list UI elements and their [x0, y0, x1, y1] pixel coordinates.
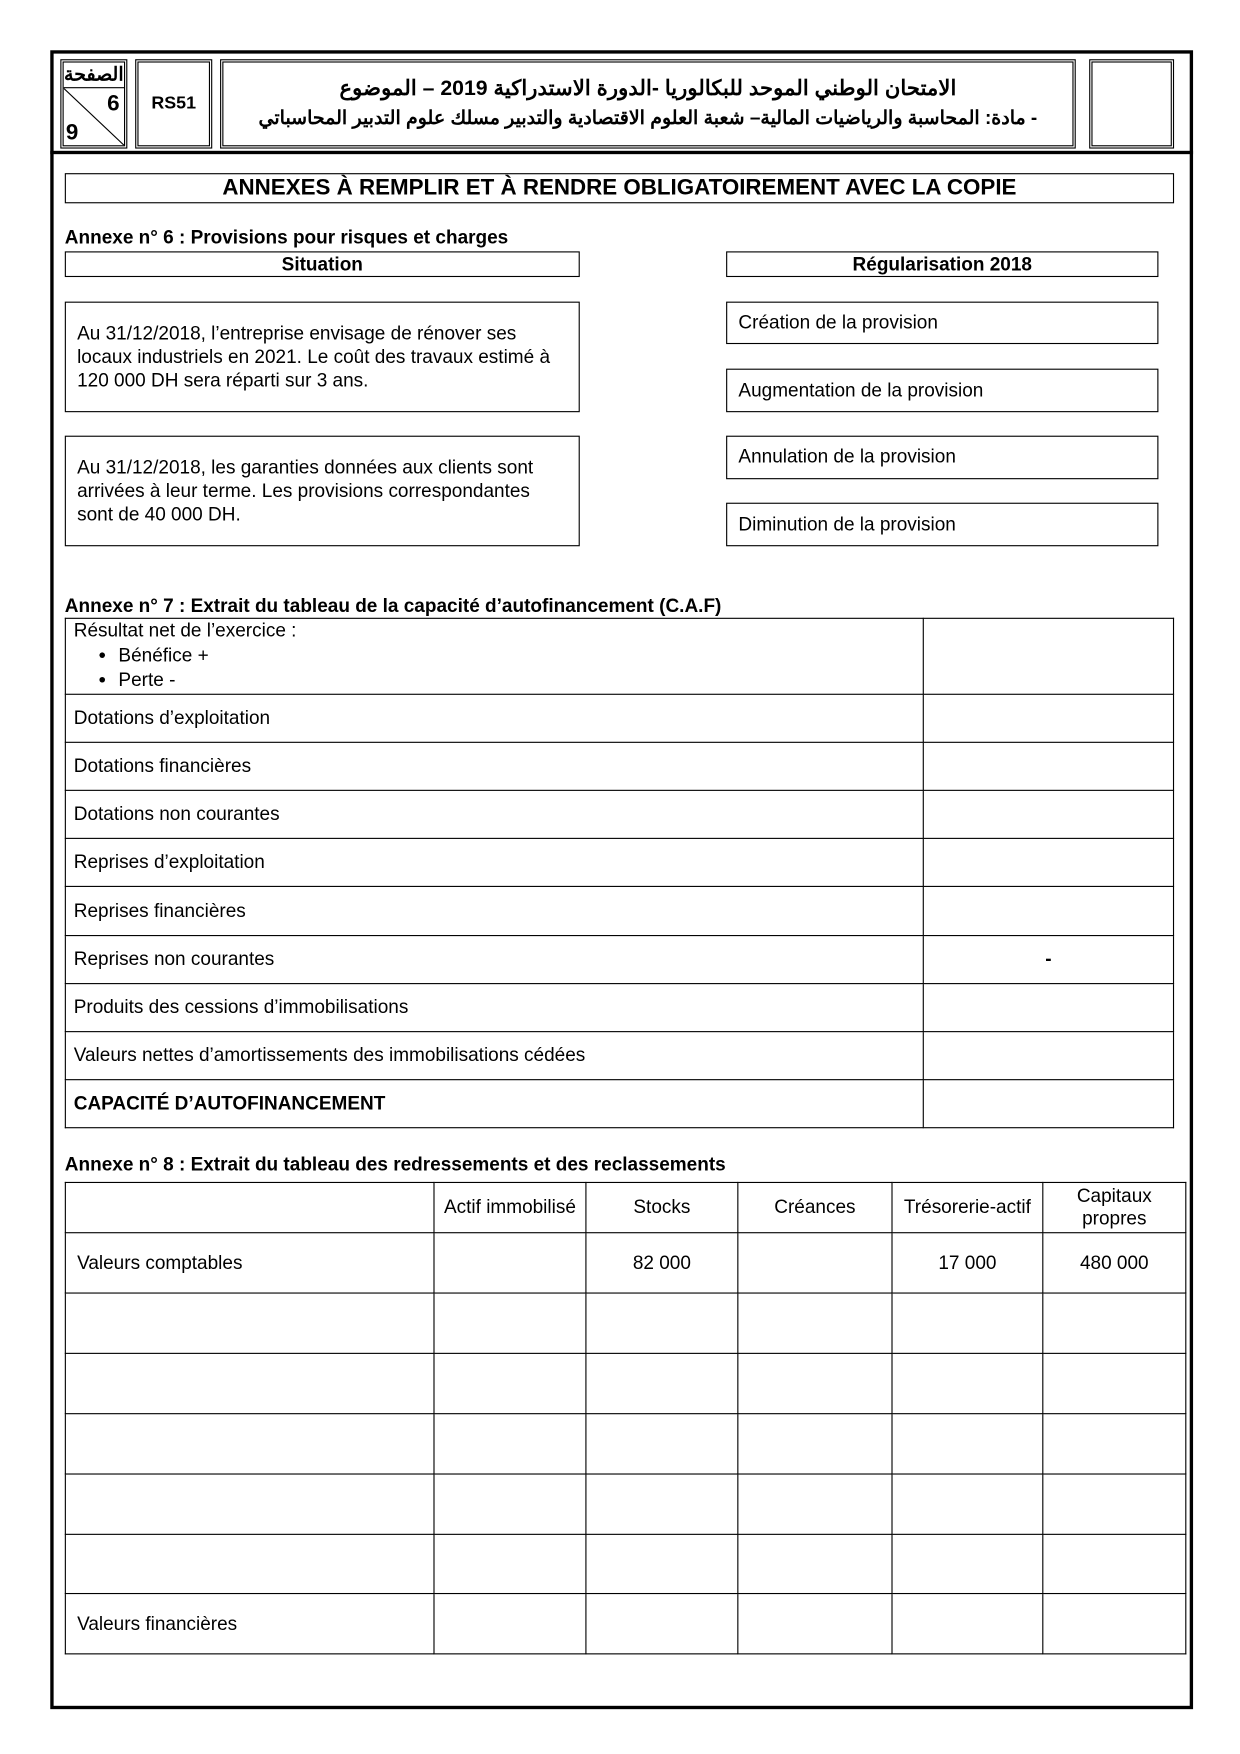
caf-total-cell[interactable] [923, 1080, 1173, 1128]
cell[interactable] [892, 1534, 1043, 1593]
table-row [65, 618, 1173, 694]
table-row [65, 886, 1173, 935]
cell[interactable] [1043, 1594, 1186, 1654]
subject-code: RS51 [135, 59, 212, 148]
row-label: Valeurs comptables [65, 1233, 434, 1293]
header-blank [65, 1182, 434, 1232]
table-row [65, 1080, 1173, 1128]
cell[interactable] [738, 1474, 892, 1534]
table-header-row [65, 1182, 1185, 1232]
exam-title-box [220, 59, 1076, 148]
caf-value-cell[interactable] [923, 618, 1173, 694]
page-total: 9 [65, 120, 79, 146]
page-number-box [60, 59, 127, 148]
cell[interactable] [1043, 1534, 1186, 1593]
caf-row-label: Dotations financières [65, 742, 923, 790]
row-label: Valeurs financières [65, 1594, 434, 1654]
caf-value-cell[interactable] [923, 742, 1173, 790]
cell[interactable] [892, 1293, 1043, 1353]
caf-value-cell[interactable]: - [923, 936, 1173, 984]
cell[interactable] [434, 1233, 586, 1293]
header-stocks: Stocks [586, 1182, 738, 1232]
page-current: 6 [107, 91, 120, 117]
caf-value-cell[interactable] [923, 694, 1173, 742]
cell[interactable] [738, 1233, 892, 1293]
cell[interactable] [738, 1293, 892, 1353]
regularisation-header: Régularisation 2018 [726, 251, 1158, 277]
cell[interactable] [434, 1293, 586, 1353]
caf-row-label: Reprises non courantes [65, 936, 923, 984]
option-augmentation[interactable]: Augmentation de la provision [726, 369, 1158, 413]
table-row [65, 1032, 1173, 1080]
table-row [65, 838, 1173, 886]
caf-table [65, 618, 1174, 1129]
cell[interactable] [892, 1594, 1043, 1654]
option-annulation[interactable]: Annulation de la provision [726, 436, 1158, 480]
cell[interactable] [586, 1534, 738, 1593]
exam-title-line1: الامتحان الوطني الموحد للبكالوريا -الدورة الاستدراكية 2019 – الموضوع [339, 77, 957, 101]
table-row [65, 1474, 1185, 1534]
option-diminution[interactable]: Diminution de la provision [726, 503, 1158, 547]
bullet-perte: • Perte - [118, 668, 914, 693]
cell[interactable] [65, 1414, 434, 1474]
cell[interactable] [892, 1353, 1043, 1413]
blank-box [1089, 59, 1174, 148]
header-tresorerie-actif: Trésorerie-actif [892, 1182, 1043, 1232]
cell[interactable] [586, 1353, 738, 1413]
table-row [65, 1594, 1185, 1654]
cell[interactable] [738, 1594, 892, 1654]
header-actif-immobilise: Actif immobilisé [434, 1182, 586, 1232]
cell[interactable] [892, 1414, 1043, 1474]
cell[interactable] [65, 1293, 434, 1353]
cell[interactable] [65, 1534, 434, 1593]
annexe7-title: Annexe n° 7 : Extrait du tableau de la capacité d’autofinancement (C.A.F) [64, 595, 722, 617]
cell[interactable] [586, 1414, 738, 1474]
cell[interactable] [738, 1414, 892, 1474]
cell[interactable] [1043, 1293, 1186, 1353]
cell[interactable] [434, 1414, 586, 1474]
caf-row-label: Dotations non courantes [65, 790, 923, 838]
table-row [65, 1293, 1185, 1353]
table-row [65, 742, 1173, 790]
caf-row-label: Produits des cessions d’immobilisations [65, 984, 923, 1032]
table-row [65, 790, 1173, 838]
caf-row-label: Dotations d’exploitation [65, 694, 923, 742]
table-row [65, 936, 1173, 984]
table-row [65, 984, 1173, 1032]
caf-value-cell[interactable] [923, 838, 1173, 886]
cell[interactable] [586, 1474, 738, 1534]
annexe6-title: Annexe n° 6 : Provisions pour risques et charges [64, 226, 509, 248]
cell[interactable] [1043, 1474, 1186, 1534]
cell[interactable] [1043, 1414, 1186, 1474]
header-capitaux-propres: Capitaux propres [1043, 1182, 1186, 1232]
cell[interactable] [586, 1293, 738, 1353]
cell-stocks: 82 000 [586, 1233, 738, 1293]
situation-1: Au 31/12/2018, l’entreprise envisage de rénover ses locaux industriels en 2021. Le coût des travaux estimé à 120 000 DH sera réparti sur 3 ans. [65, 302, 580, 413]
caf-row-label: Valeurs nettes d’amortissements des immobilisations cédées [65, 1032, 923, 1080]
cell[interactable] [65, 1474, 434, 1534]
header-creances: Créances [738, 1182, 892, 1232]
page-label: الصفحة [64, 63, 124, 89]
annexe8-title: Annexe n° 8 : Extrait du tableau des redressements et des reclassements [64, 1153, 726, 1176]
table-row [65, 1233, 1185, 1293]
caf-value-cell[interactable] [923, 984, 1173, 1032]
table-row [65, 694, 1173, 742]
cell[interactable] [1043, 1353, 1186, 1413]
caf-row-label: Reprises financières [65, 886, 923, 935]
redressements-table [65, 1182, 1187, 1655]
cell[interactable] [738, 1534, 892, 1593]
cell[interactable] [65, 1353, 434, 1413]
caf-result-label [65, 618, 923, 694]
option-creation[interactable]: Création de la provision [726, 302, 1158, 344]
exam-title-line2: - مادة: المحاسبة والرياضيات المالية– شعبة العلوم الاقتصادية والتدبير مسلك علوم التدبير المحاسباتي [258, 107, 1038, 129]
cell-capitaux: 480 000 [1043, 1233, 1186, 1293]
table-row [65, 1353, 1185, 1413]
caf-total-label: CAPACITÉ D’AUTOFINANCEMENT [65, 1080, 923, 1128]
bullet-benefice: • Bénéfice + [118, 643, 914, 668]
caf-row-label: Reprises d’exploitation [65, 838, 923, 886]
situation-2: Au 31/12/2018, les garanties données aux clients sont arrivées à leur terme. Les provisions correspondantes sont de 40 000 DH. [65, 436, 580, 547]
situation-header: Situation [65, 251, 580, 277]
cell[interactable] [434, 1474, 586, 1534]
cell-tresorerie: 17 000 [892, 1233, 1043, 1293]
header-divider [50, 151, 1193, 154]
cell[interactable] [434, 1534, 586, 1593]
table-row [65, 1534, 1185, 1593]
caf-value-cell[interactable] [923, 886, 1173, 935]
caf-value-cell[interactable] [923, 1032, 1173, 1080]
cell[interactable] [434, 1594, 586, 1654]
cell[interactable] [738, 1353, 892, 1413]
cell[interactable] [434, 1353, 586, 1413]
table-row [65, 1414, 1185, 1474]
cell[interactable] [892, 1474, 1043, 1534]
annexes-banner: ANNEXES À REMPLIR ET À RENDRE OBLIGATOIREMENT AVEC LA COPIE [65, 173, 1174, 203]
caf-value-cell[interactable] [923, 790, 1173, 838]
result-label: Résultat net de l’exercice : [73, 619, 297, 642]
cell[interactable] [586, 1594, 738, 1654]
